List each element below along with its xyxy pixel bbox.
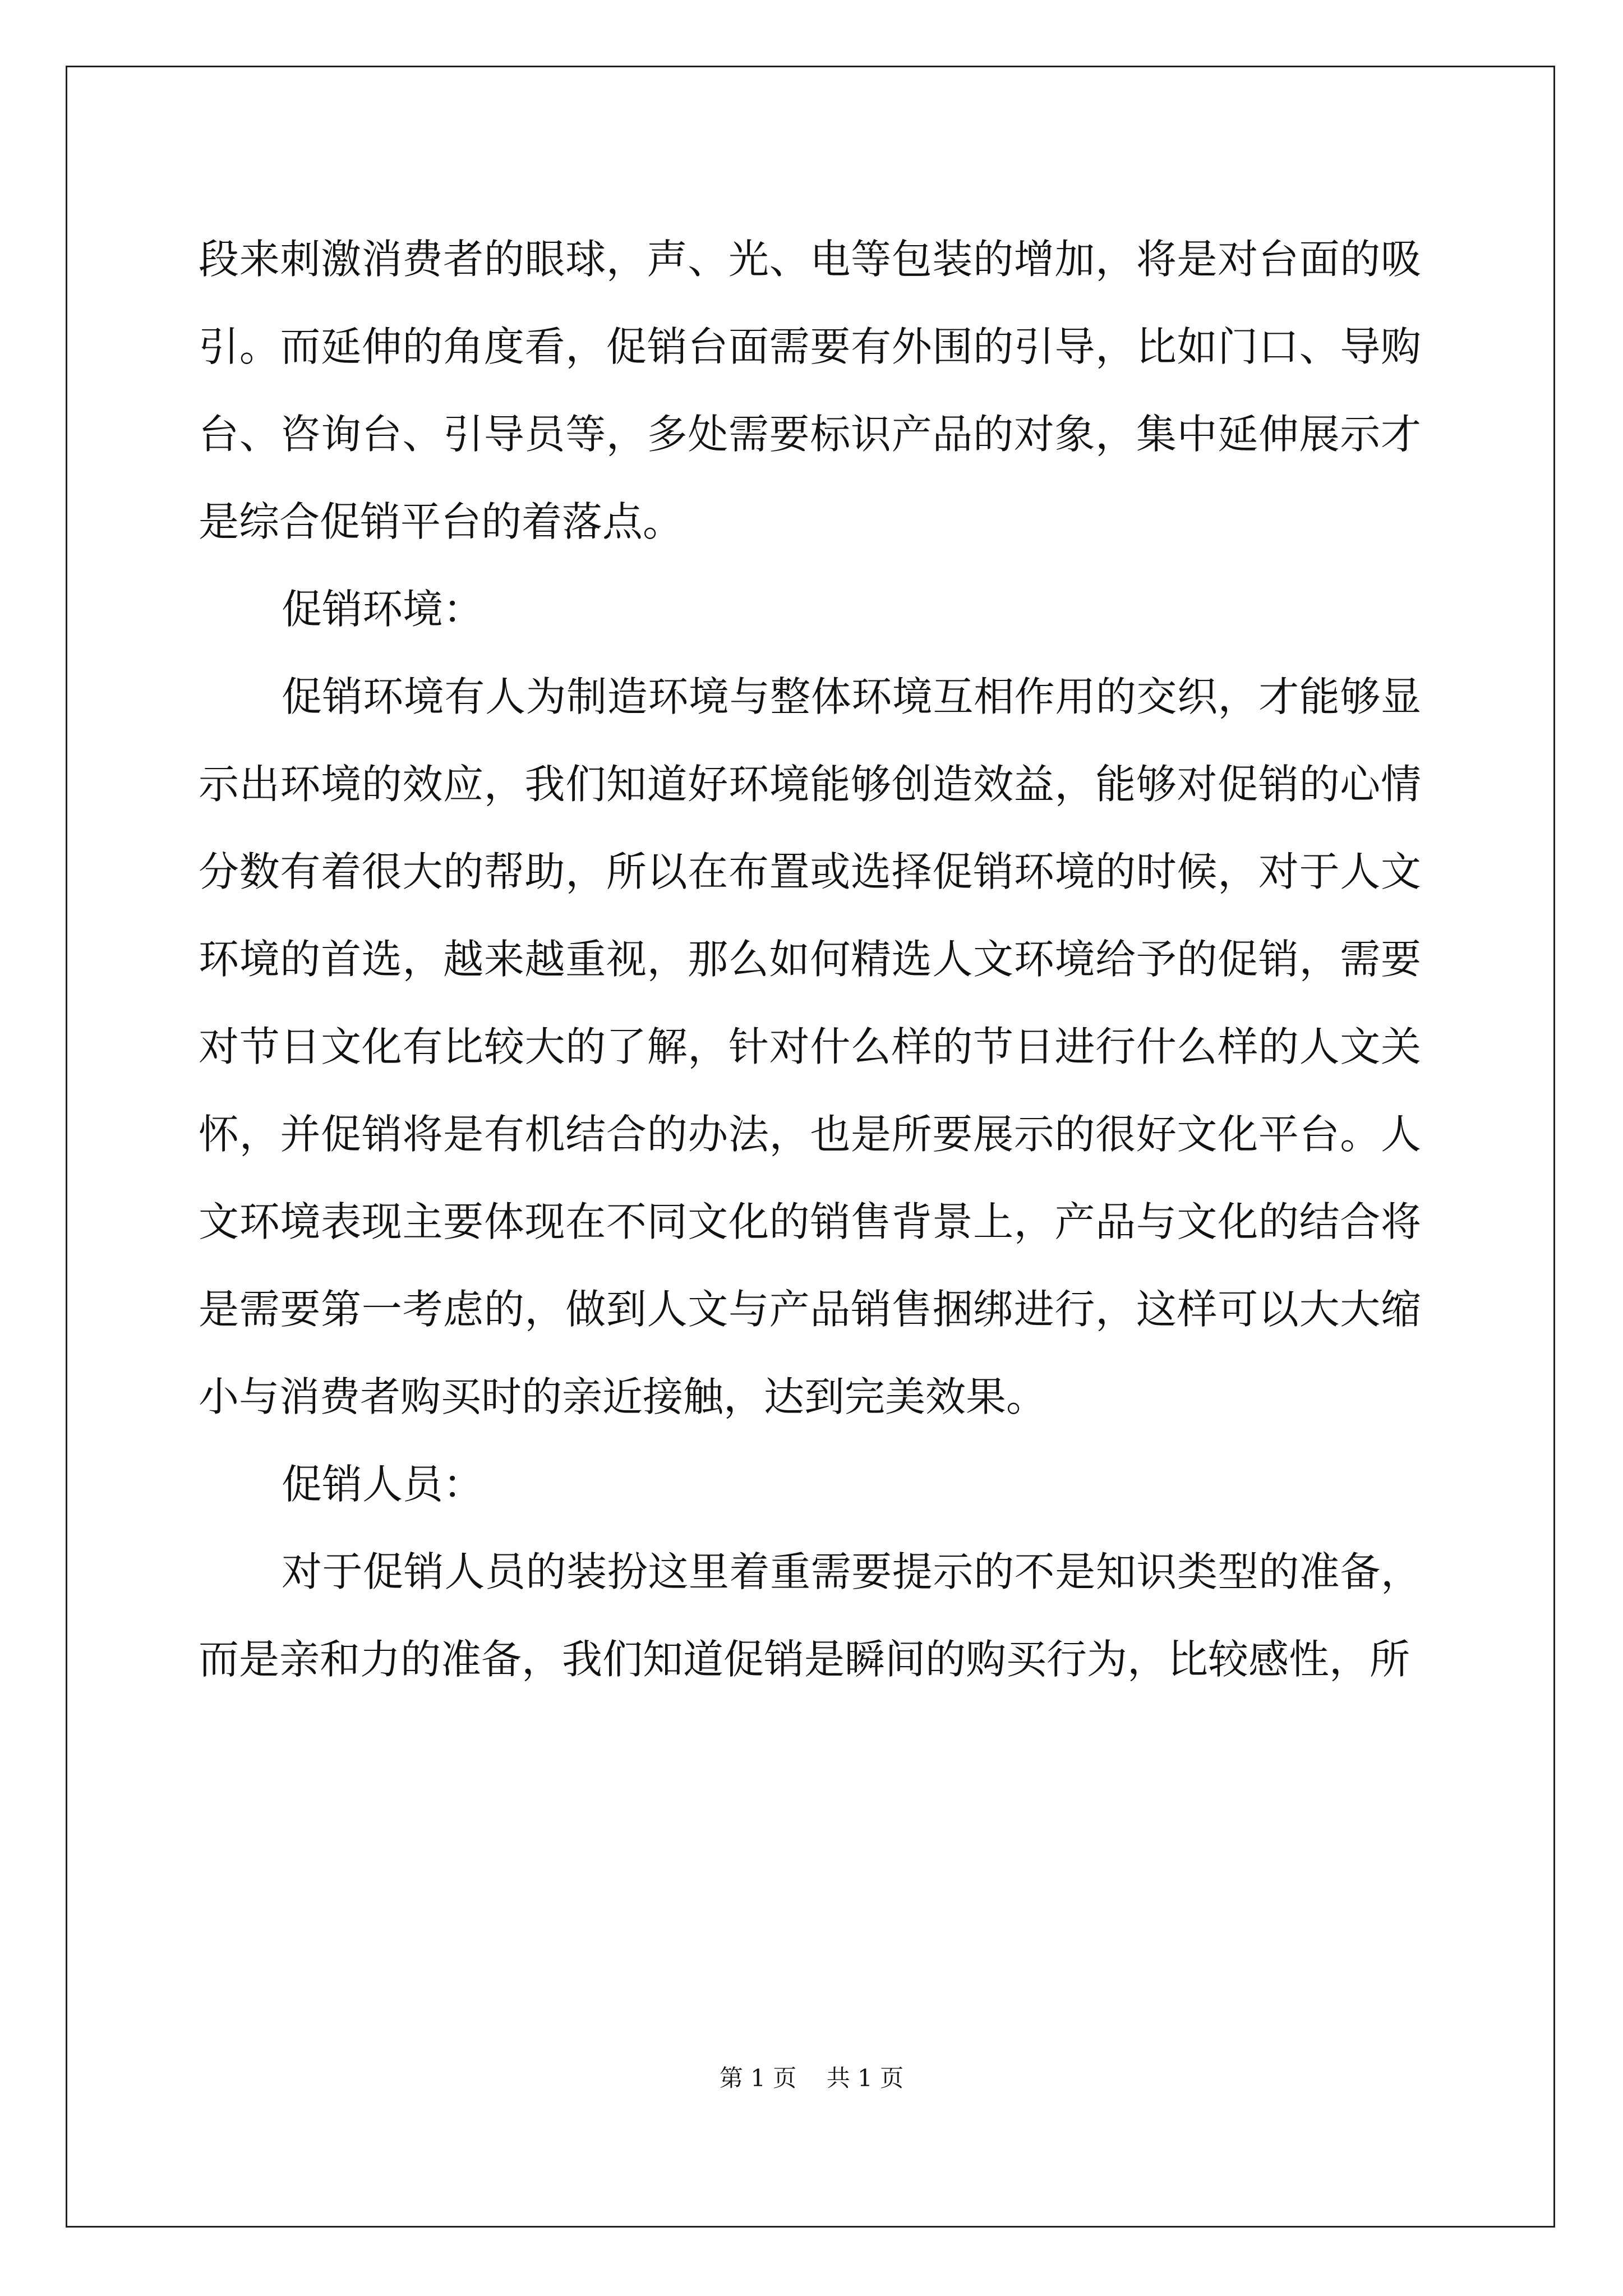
page-footer — [0, 2060, 1623, 2093]
paragraph-promo-staff: 对于促销人员的装扮这里着重需要提示的不是知识类型的准备，而是亲和力的准备，我们知道促销是瞬间的购买行为，比较感性，所 — [199, 1548, 1421, 1683]
paragraph-promo-environment: 促销环境有人为制造环境与整体环境互相作用的交织，才能够显示出环境的效应，我们知道好环境能够创造效益，能够对促销的心情分数有着很大的帮助，所以在布置或选择促销环境的时候，对于人文环境的首选，越来越重视，那么如何精选人文环境给予的促销，需要对节日文化有比较大的了解，针对什么样的节日进行什么样的人文关怀，并促销将是有机结合的办法，也是所要展示的很好文化平台。人文环境表现主要体现在不同文化的销售背景上，产品与文化的结合将是需要第一考虑的，做到人文与产品销售捆绑进行，这样可以大大缩小与消费者购买时的亲近接触，达到完美效果。 — [199, 673, 1421, 1420]
paragraph-1: 段来刺激消费者的眼球，声、光、电等包装的增加，将是对台面的吸引。而延伸的角度看，促销台面需要有外围的引导，比如门口、导购台、咨询台、引导员等，多处需要标识产品的对象，集中延伸展示才是综合促销平台的着落点。 — [199, 236, 1421, 545]
page-number-label: 第 1 页 共 1 页 — [719, 2064, 904, 2092]
heading-promo-staff: 促销人员： — [282, 1461, 484, 1508]
document-body — [199, 215, 1421, 1703]
heading-promo-environment: 促销环境： — [282, 586, 484, 633]
